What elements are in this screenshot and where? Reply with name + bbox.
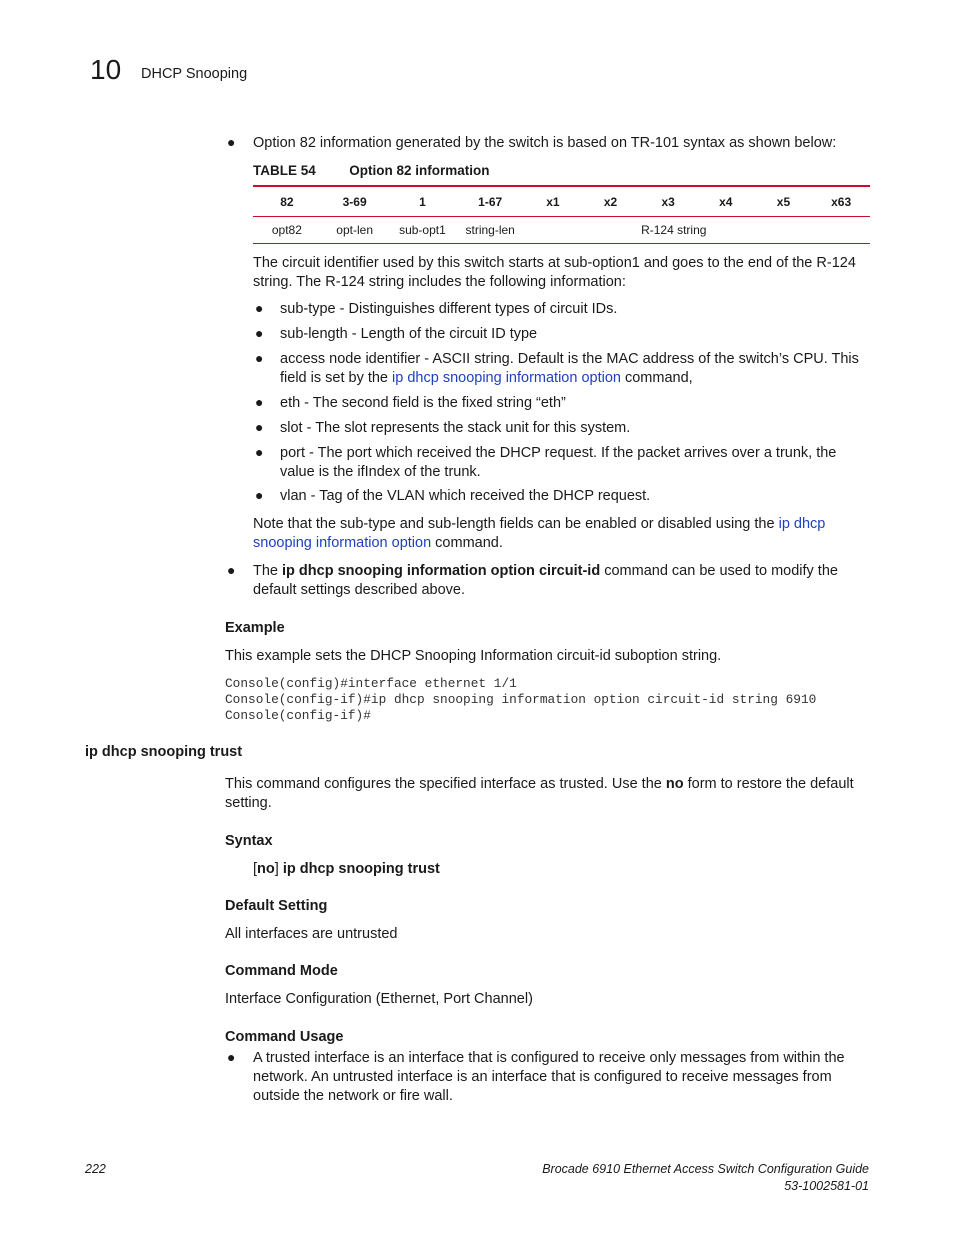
description-suffix: form to restore the default setting. [225, 776, 854, 811]
access-node-item [280, 350, 870, 388]
table-cell: string-len [456, 217, 524, 244]
table-cell: R-124 string [524, 217, 870, 244]
guide-title: Brocade 6910 Ethernet Access Switch Configuration Guide [542, 1162, 869, 1176]
command-description [225, 775, 870, 813]
vlan-item: vlan - Tag of the VLAN which received the DHCP request. [280, 488, 651, 504]
table-cell: opt82 [253, 217, 321, 244]
usage-text: A trusted interface is an interface that is configured to receive only messages from within the network. An untrusted interface is an interface that is configured to receive messages from outside the network or fire wall. [253, 1050, 845, 1104]
note-paragraph [253, 515, 868, 553]
access-node-text: access node identifier - ASCII string. Default is the MAC address of the switch’s CPU. This field is set by the [280, 351, 859, 386]
page-number: 222 [85, 1162, 106, 1176]
table-row [253, 217, 870, 244]
bullet: ● [227, 134, 236, 150]
table-caption [253, 163, 490, 178]
default-heading: Default Setting [225, 898, 328, 914]
table-header-cell: 3-69 [321, 186, 389, 217]
circuit-id-suffix: command can be used to modify the default settings described above. [253, 563, 838, 598]
chapter-title: DHCP Snooping [141, 66, 248, 82]
table-header-cell: 1-67 [456, 186, 524, 217]
bullet: ● [227, 562, 236, 578]
table-header-cell: x4 [697, 186, 755, 217]
slot-item: slot - The slot represents the stack unit for this system. [280, 420, 631, 436]
bullet: ● [255, 300, 264, 316]
table-header-cell: x2 [582, 186, 640, 217]
code-line: Console(config-if)# [225, 708, 371, 723]
circuit-id-text: The [253, 563, 283, 579]
syntax-line [253, 860, 440, 879]
bullet: ● [255, 487, 264, 503]
table-label: TABLE 54 [253, 163, 316, 178]
syntax-no: no [257, 861, 275, 877]
document-id: 53-1002581-01 [784, 1179, 869, 1193]
table-title: Option 82 information [349, 163, 490, 178]
eth-item: eth - The second field is the fixed string “eth” [280, 395, 566, 411]
circuit-id-command: ip dhcp snooping information option circuit-id [282, 563, 601, 579]
bullet: ● [255, 419, 264, 435]
example-text: This example sets the DHCP Snooping Information circuit-id suboption string. [225, 648, 722, 664]
option82-table [253, 185, 870, 244]
code-line: Console(config-if)#ip dhcp snooping information option circuit-id string 6910 [225, 692, 817, 707]
code-line: Console(config)#interface ethernet 1/1 [225, 676, 517, 691]
syntax-command: ip dhcp snooping trust [282, 861, 440, 877]
table-header-cell: x3 [639, 186, 697, 217]
bullet: ● [255, 350, 264, 366]
bullet: ● [255, 444, 264, 460]
table-header-row [253, 186, 870, 217]
circuit-id-item [253, 562, 873, 600]
table-header-cell: x5 [755, 186, 813, 217]
table-header-cell: 1 [389, 186, 457, 217]
syntax-bracket: [ [253, 861, 258, 877]
note-text: Note that the sub-type and sub-length fields can be enabled or disabled using the [253, 516, 779, 532]
table-header-cell: x1 [524, 186, 582, 217]
table-cell: sub-opt1 [389, 217, 457, 244]
chapter-number: 10 [90, 54, 122, 85]
ip-dhcp-snooping-info-option-link[interactable]: ip dhcp snooping information option [253, 516, 826, 551]
circuit-paragraph: The circuit identifier used by this switch starts at sub-option1 and goes to the end of the R-124 string. The R-124 string includes the following information: [253, 255, 856, 290]
usage-heading: Command Usage [225, 1029, 344, 1045]
ip-dhcp-snooping-info-option-link[interactable]: ip dhcp snooping information option [392, 370, 621, 386]
sublength-item: sub-length - Length of the circuit ID type [280, 326, 538, 342]
no-keyword: no [665, 776, 684, 792]
table-header-cell: x63 [812, 186, 870, 217]
note-suffix: command. [431, 535, 503, 551]
example-heading: Example [225, 620, 285, 636]
table-header-cell: 82 [253, 186, 321, 217]
bullet: ● [255, 325, 264, 341]
mode-heading: Command Mode [225, 963, 338, 979]
default-text: All interfaces are untrusted [225, 926, 398, 942]
code-block [225, 676, 816, 724]
syntax-heading: Syntax [225, 833, 273, 849]
bullet: ● [255, 394, 264, 410]
mode-text: Interface Configuration (Ethernet, Port Channel) [225, 991, 533, 1007]
port-item: port - The port which received the DHCP request. If the packet arrives over a trunk, the value is the ifIndex of the trunk. [280, 445, 837, 480]
syntax-bracket: ] [274, 861, 283, 877]
table-cell: opt-len [321, 217, 389, 244]
command-title: ip dhcp snooping trust [85, 744, 243, 760]
option82-text: Option 82 information generated by the switch is based on TR-101 syntax as shown below: [253, 135, 837, 151]
access-node-suffix: command, [620, 370, 693, 386]
subtype-item: sub-type - Distinguishes different types of circuit IDs. [280, 301, 618, 317]
bullet: ● [227, 1049, 236, 1065]
description-text: This command configures the specified interface as trusted. Use the [225, 776, 666, 792]
